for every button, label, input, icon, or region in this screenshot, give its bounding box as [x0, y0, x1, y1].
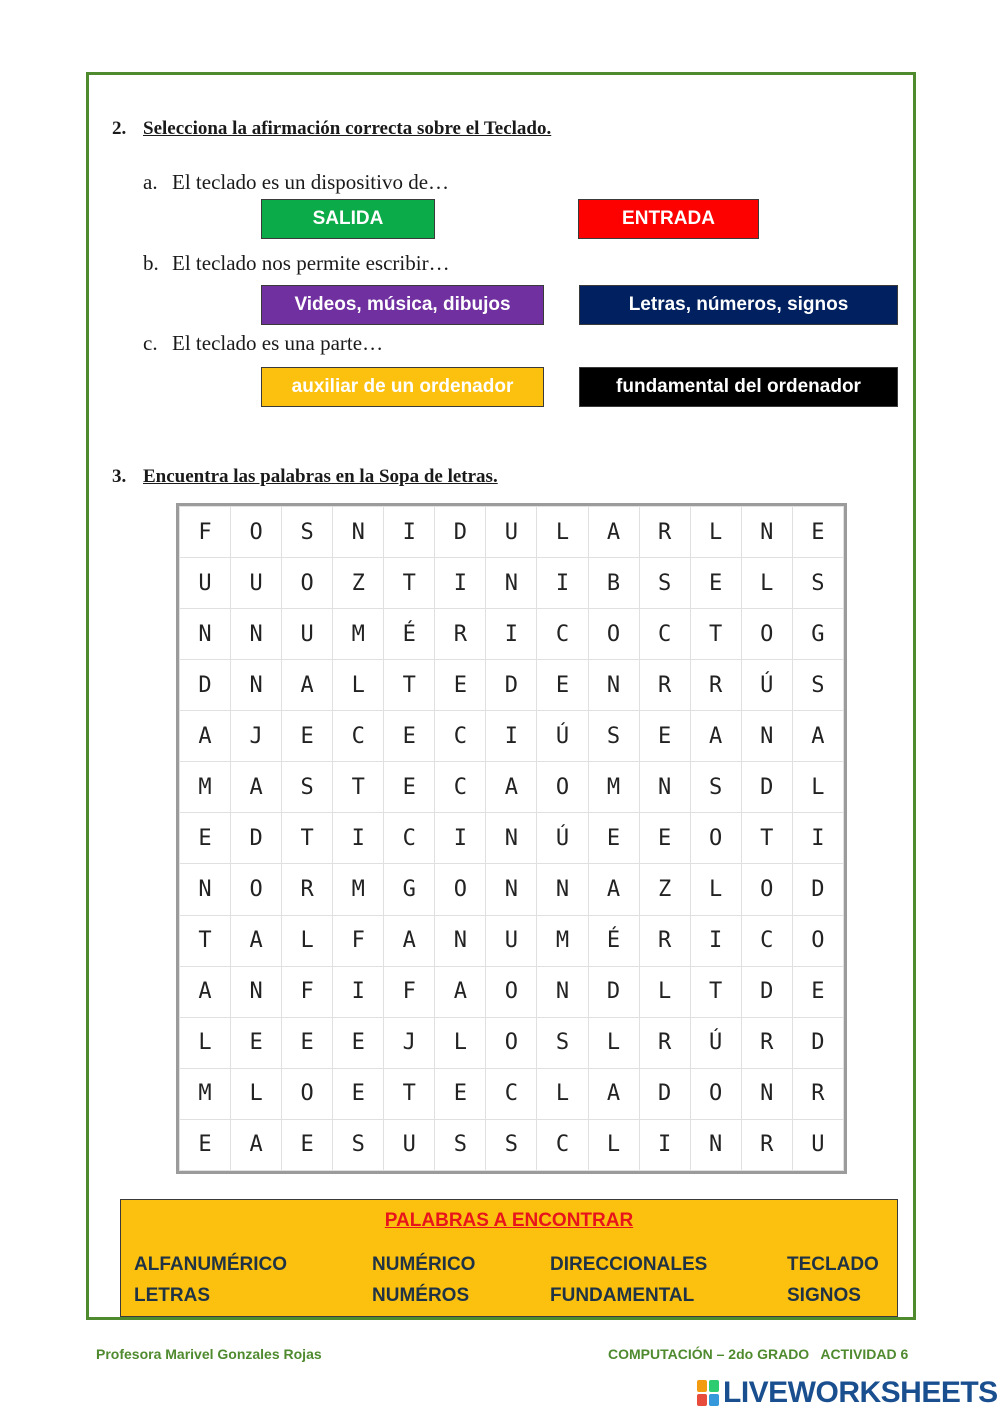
grid-cell[interactable]: A [180, 711, 231, 762]
grid-cell[interactable]: A [690, 711, 741, 762]
grid-cell[interactable]: J [231, 711, 282, 762]
word-search-grid [176, 503, 847, 1174]
grid-cell[interactable]: N [690, 1119, 741, 1170]
grid-cell[interactable]: L [588, 1119, 639, 1170]
grid-cell[interactable]: A [384, 915, 435, 966]
grid-cell[interactable]: D [486, 660, 537, 711]
grid-cell[interactable]: E [792, 507, 843, 558]
grid-cell[interactable]: N [741, 1068, 792, 1119]
grid-cell[interactable]: M [333, 864, 384, 915]
grid-cell[interactable]: N [741, 507, 792, 558]
grid-cell[interactable]: C [333, 711, 384, 762]
grid-cell[interactable]: D [180, 660, 231, 711]
grid-cell[interactable]: T [741, 813, 792, 864]
grid-cell[interactable]: R [639, 1017, 690, 1068]
grid-cell[interactable]: Z [639, 864, 690, 915]
grid-cell[interactable]: O [537, 762, 588, 813]
grid-cell[interactable]: R [690, 660, 741, 711]
word-item: FUNDAMENTAL [550, 1285, 695, 1306]
grid-cell[interactable]: A [231, 762, 282, 813]
grid-cell[interactable]: I [435, 558, 486, 609]
grid-cell[interactable]: C [384, 813, 435, 864]
grid-cell[interactable]: D [741, 966, 792, 1017]
grid-cell[interactable]: I [537, 558, 588, 609]
grid-cell[interactable]: E [639, 711, 690, 762]
grid-cell[interactable]: A [588, 1068, 639, 1119]
grid-cell[interactable]: O [588, 609, 639, 660]
grid-cell[interactable]: F [384, 966, 435, 1017]
grid-cell[interactable]: I [486, 609, 537, 660]
grid-cell[interactable]: L [792, 762, 843, 813]
word-item: NUMÉRICO [372, 1254, 476, 1275]
grid-cell[interactable]: O [690, 1068, 741, 1119]
statement-text: El teclado nos permite escribir… [172, 251, 450, 275]
grid-cell[interactable]: D [435, 507, 486, 558]
grid-cell[interactable]: A [282, 660, 333, 711]
grid-cell[interactable]: A [180, 966, 231, 1017]
grid-cell[interactable]: A [792, 711, 843, 762]
grid-cell[interactable]: B [588, 558, 639, 609]
grid-cell[interactable]: C [537, 609, 588, 660]
grid-cell[interactable]: U [180, 558, 231, 609]
grid-cell[interactable]: N [639, 762, 690, 813]
grid-cell[interactable]: M [333, 609, 384, 660]
grid-cell[interactable]: D [639, 1068, 690, 1119]
statement-a [143, 170, 449, 195]
grid-cell[interactable]: L [537, 507, 588, 558]
grid-cell[interactable]: L [333, 660, 384, 711]
grid-cell[interactable]: R [639, 660, 690, 711]
footer-author: Profesora Marivel Gonzales Rojas [96, 1346, 322, 1362]
option-a-entrada[interactable]: ENTRADA [578, 199, 759, 239]
grid-cell[interactable]: A [231, 915, 282, 966]
grid-cell[interactable]: N [231, 660, 282, 711]
option-c-auxiliar[interactable]: auxiliar de un ordenador [261, 367, 544, 407]
grid-cell[interactable]: I [639, 1119, 690, 1170]
grid-cell[interactable]: E [537, 660, 588, 711]
grid-cell[interactable]: Ú [537, 711, 588, 762]
liveworksheets-mark-icon [697, 1380, 719, 1406]
grid-cell[interactable]: Z [333, 558, 384, 609]
grid-cell[interactable]: U [231, 558, 282, 609]
grid-cell[interactable]: S [792, 558, 843, 609]
grid-cell[interactable]: C [639, 609, 690, 660]
option-a-salida[interactable]: SALIDA [261, 199, 435, 239]
grid-cell[interactable]: E [588, 813, 639, 864]
question-3-title [112, 466, 498, 488]
grid-cell[interactable]: J [384, 1017, 435, 1068]
grid-cell[interactable]: E [180, 1119, 231, 1170]
grid-cell[interactable]: D [741, 762, 792, 813]
grid-cell[interactable]: D [792, 1017, 843, 1068]
liveworksheets-brand: LIVEWORKSHEETS [723, 1376, 998, 1409]
grid-cell[interactable]: L [588, 1017, 639, 1068]
grid-cell[interactable]: A [588, 507, 639, 558]
grid-cell[interactable]: R [639, 507, 690, 558]
grid-cell[interactable]: S [333, 1119, 384, 1170]
grid-cell[interactable]: O [231, 864, 282, 915]
grid-cell[interactable]: D [792, 864, 843, 915]
grid-cell[interactable]: E [384, 762, 435, 813]
grid-row [180, 558, 844, 609]
question-text: Selecciona la afirmación correcta sobre el Teclado. [143, 118, 552, 139]
question-text: Encuentra las palabras en la Sopa de letras. [143, 466, 498, 487]
grid-cell[interactable]: O [792, 915, 843, 966]
grid-cell[interactable]: A [435, 966, 486, 1017]
grid-cell[interactable]: N [588, 660, 639, 711]
grid-cell[interactable]: F [282, 966, 333, 1017]
grid-row [180, 813, 844, 864]
grid-cell[interactable]: O [486, 1017, 537, 1068]
grid-cell[interactable]: E [282, 1017, 333, 1068]
grid-cell[interactable]: M [537, 915, 588, 966]
grid-cell[interactable]: L [282, 915, 333, 966]
grid-cell[interactable]: E [282, 711, 333, 762]
word-item: DIRECCIONALES [550, 1254, 708, 1275]
grid-cell[interactable]: E [384, 711, 435, 762]
grid-cell[interactable]: N [180, 864, 231, 915]
grid-cell[interactable]: T [384, 1068, 435, 1119]
grid-cell[interactable]: E [180, 813, 231, 864]
grid-cell[interactable]: T [690, 609, 741, 660]
grid-cell[interactable]: U [384, 1119, 435, 1170]
grid-cell[interactable]: N [231, 609, 282, 660]
grid-cell[interactable]: R [435, 609, 486, 660]
grid-cell[interactable]: T [333, 762, 384, 813]
grid-cell[interactable]: É [384, 609, 435, 660]
grid-cell[interactable]: E [690, 558, 741, 609]
grid-cell[interactable]: A [231, 1119, 282, 1170]
grid-cell[interactable]: D [231, 813, 282, 864]
grid-cell[interactable]: R [741, 1017, 792, 1068]
grid-cell[interactable]: I [792, 813, 843, 864]
grid-cell[interactable]: R [639, 915, 690, 966]
grid-row [180, 966, 844, 1017]
word-item: TECLADO [787, 1254, 879, 1275]
grid-cell[interactable]: D [588, 966, 639, 1017]
grid-cell[interactable]: U [486, 915, 537, 966]
grid-cell[interactable]: O [741, 609, 792, 660]
grid-cell[interactable]: Ú [537, 813, 588, 864]
grid-cell[interactable]: N [180, 609, 231, 660]
grid-cell[interactable]: E [231, 1017, 282, 1068]
grid-cell[interactable]: U [486, 507, 537, 558]
grid-cell[interactable]: N [486, 813, 537, 864]
grid-cell[interactable]: L [639, 966, 690, 1017]
grid-cell[interactable]: I [690, 915, 741, 966]
grid-cell[interactable]: I [435, 813, 486, 864]
footer-course: COMPUTACIÓN – 2do GRADO ACTIVIDAD 6 [608, 1346, 909, 1362]
grid-row [180, 507, 844, 558]
grid-cell[interactable]: F [180, 507, 231, 558]
words-to-find-box [120, 1199, 898, 1317]
grid-cell[interactable]: S [639, 558, 690, 609]
grid-cell[interactable]: L [537, 1068, 588, 1119]
grid-cell[interactable]: L [180, 1017, 231, 1068]
grid-cell[interactable]: M [180, 1068, 231, 1119]
grid-cell[interactable]: Ú [741, 660, 792, 711]
grid-cell[interactable]: E [282, 1119, 333, 1170]
grid-cell[interactable]: O [690, 813, 741, 864]
grid-cell[interactable]: T [282, 813, 333, 864]
grid-cell[interactable]: S [282, 762, 333, 813]
grid-cell[interactable]: C [486, 1068, 537, 1119]
grid-cell[interactable]: N [231, 966, 282, 1017]
word-item: LETRAS [134, 1285, 210, 1306]
statement-c [143, 331, 383, 356]
grid-cell[interactable]: E [435, 660, 486, 711]
grid-cell[interactable]: C [435, 762, 486, 813]
statement-letter: a. [143, 170, 158, 194]
grid-row [180, 762, 844, 813]
grid-cell[interactable]: S [537, 1017, 588, 1068]
grid-cell[interactable]: M [588, 762, 639, 813]
grid-cell[interactable]: T [384, 660, 435, 711]
grid-row [180, 660, 844, 711]
grid-row [180, 711, 844, 762]
grid-cell[interactable]: R [741, 1119, 792, 1170]
grid-cell[interactable]: C [741, 915, 792, 966]
grid-cell[interactable]: M [180, 762, 231, 813]
grid-cell[interactable]: G [792, 609, 843, 660]
grid-cell[interactable]: O [435, 864, 486, 915]
grid-cell[interactable]: S [435, 1119, 486, 1170]
grid-cell[interactable]: L [690, 864, 741, 915]
word-search-table [179, 506, 844, 1171]
grid-cell[interactable]: I [333, 813, 384, 864]
grid-cell[interactable]: S [486, 1119, 537, 1170]
grid-cell[interactable]: Ú [690, 1017, 741, 1068]
grid-cell[interactable]: N [537, 966, 588, 1017]
grid-cell[interactable]: N [537, 864, 588, 915]
grid-cell[interactable]: E [333, 1068, 384, 1119]
word-item: SIGNOS [787, 1285, 861, 1306]
grid-cell[interactable]: N [486, 558, 537, 609]
option-c-fundamental[interactable]: fundamental del ordenador [579, 367, 898, 407]
grid-cell[interactable]: I [486, 711, 537, 762]
grid-cell[interactable]: O [231, 507, 282, 558]
question-number: 3. [112, 466, 127, 487]
word-item: NUMÉROS [372, 1285, 470, 1306]
grid-cell[interactable]: S [588, 711, 639, 762]
grid-row [180, 609, 844, 660]
grid-cell[interactable]: N [435, 915, 486, 966]
grid-cell[interactable]: A [486, 762, 537, 813]
grid-cell[interactable]: O [486, 966, 537, 1017]
grid-cell[interactable]: S [690, 762, 741, 813]
question-number: 2. [112, 118, 127, 139]
grid-cell[interactable]: O [282, 558, 333, 609]
grid-cell[interactable]: S [792, 660, 843, 711]
grid-cell[interactable]: E [792, 966, 843, 1017]
liveworksheets-logo [697, 1376, 998, 1410]
grid-cell[interactable]: R [282, 864, 333, 915]
grid-row [180, 1119, 844, 1170]
grid-cell[interactable]: R [792, 1068, 843, 1119]
grid-cell[interactable]: S [282, 507, 333, 558]
grid-cell[interactable]: E [435, 1068, 486, 1119]
grid-cell[interactable]: U [282, 609, 333, 660]
grid-cell[interactable]: É [588, 915, 639, 966]
statement-text: El teclado es un dispositivo de… [172, 170, 450, 194]
grid-cell[interactable]: I [384, 507, 435, 558]
grid-cell[interactable]: L [231, 1068, 282, 1119]
grid-row [180, 864, 844, 915]
option-b-letras[interactable]: Letras, números, signos [579, 285, 898, 325]
statement-b [143, 251, 450, 276]
grid-cell[interactable]: L [741, 558, 792, 609]
grid-cell[interactable]: F [333, 915, 384, 966]
option-b-videos[interactable]: Videos, música, dibujos [261, 285, 544, 325]
grid-cell[interactable]: E [639, 813, 690, 864]
grid-row [180, 915, 844, 966]
question-2-title [112, 118, 551, 140]
grid-cell[interactable]: C [537, 1119, 588, 1170]
grid-cell[interactable]: G [384, 864, 435, 915]
statement-letter: c. [143, 331, 158, 355]
words-to-find-title: PALABRAS A ENCONTRAR [384, 1210, 634, 1231]
statement-text: El teclado es una parte… [172, 331, 384, 355]
grid-cell[interactable]: O [282, 1068, 333, 1119]
grid-cell[interactable]: T [180, 915, 231, 966]
grid-cell[interactable]: T [384, 558, 435, 609]
grid-cell[interactable]: T [690, 966, 741, 1017]
grid-cell[interactable]: O [741, 864, 792, 915]
grid-cell[interactable]: N [486, 864, 537, 915]
grid-row [180, 1068, 844, 1119]
grid-cell[interactable]: I [333, 966, 384, 1017]
grid-cell[interactable]: N [741, 711, 792, 762]
grid-cell[interactable]: C [435, 711, 486, 762]
statement-letter: b. [143, 251, 159, 275]
grid-cell[interactable]: U [792, 1119, 843, 1170]
word-item: ALFANUMÉRICO [134, 1254, 288, 1275]
grid-row [180, 1017, 844, 1068]
grid-cell[interactable]: E [333, 1017, 384, 1068]
grid-cell[interactable]: L [435, 1017, 486, 1068]
grid-cell[interactable]: N [333, 507, 384, 558]
grid-cell[interactable]: A [588, 864, 639, 915]
grid-cell[interactable]: L [690, 507, 741, 558]
